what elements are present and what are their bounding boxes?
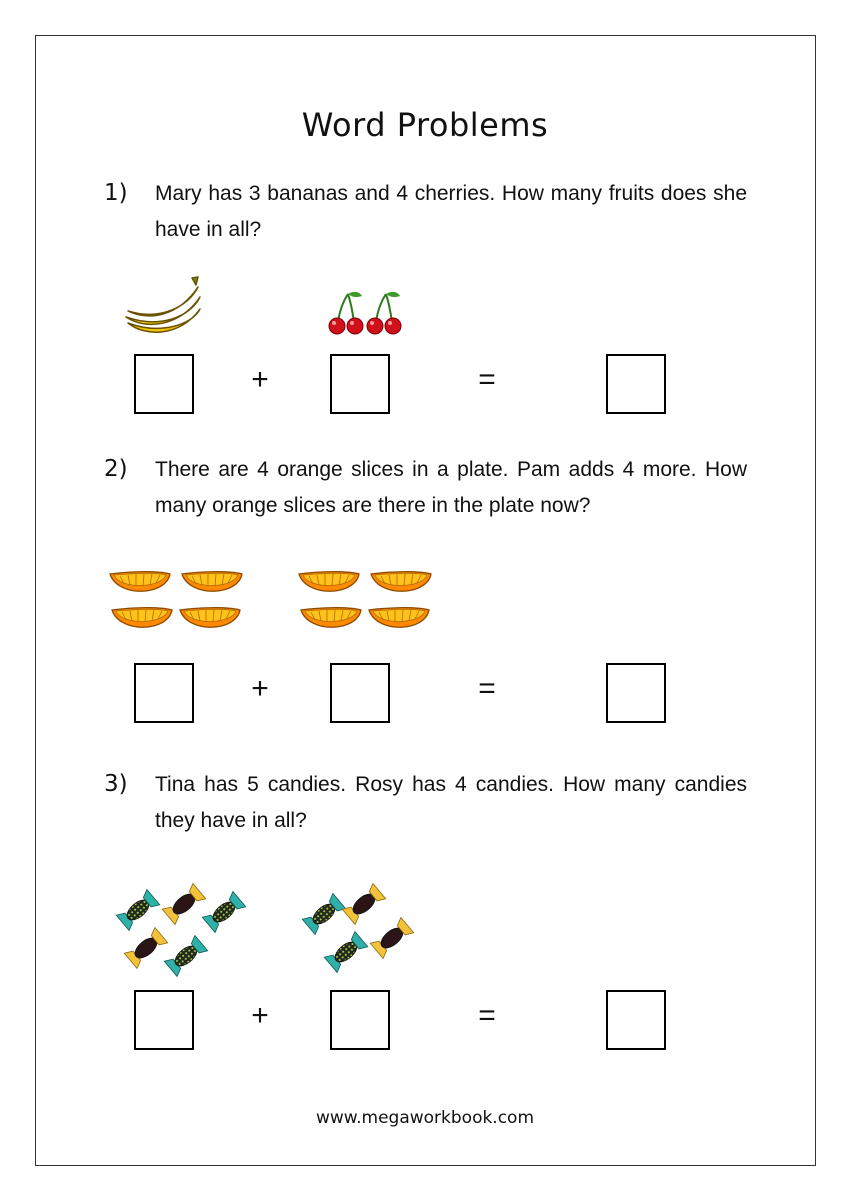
plus-sign: + [251,672,269,705]
orange-slice-icon [110,572,170,592]
orange-slice-icon [112,608,172,628]
candy-icon [162,883,205,924]
candy-icon [202,891,245,932]
candy-icon [342,883,385,924]
equals-sign: = [478,999,496,1032]
page-title: Word Problems [301,106,549,144]
answer-box-3-second[interactable] [330,990,390,1050]
candy-icon [116,889,159,930]
problem-1-text: Mary has 3 bananas and 4 cherries. How many fruits does she have in all? [155,182,747,241]
candy-icon [302,893,345,934]
orange-slice-icon [182,572,242,592]
problem-3-number: 3) [104,771,128,797]
candies-group-right [296,882,426,982]
orange-slice-icon [369,608,429,628]
orange-slice-icon [180,608,240,628]
plus-sign: + [251,999,269,1032]
orange-slices-group-right [297,568,437,646]
equals-sign: = [478,672,496,705]
cherries-icon [326,290,404,336]
orange-slices-group-left [108,568,248,646]
orange-slice-icon [301,608,361,628]
answer-box-3-first[interactable] [134,990,194,1050]
plus-sign: + [251,363,269,396]
candy-icon [124,927,167,968]
candies-group-left [110,882,250,982]
problem-1-number: 1) [104,180,128,206]
answer-box-2-first[interactable] [134,663,194,723]
banana-bunch-icon [120,275,215,345]
answer-box-2-result[interactable] [606,663,666,723]
problem-2-text: There are 4 orange slices in a plate. Pam adds 4 more. How many orange slices are there in the plate now? [155,458,747,517]
answer-box-1-first[interactable] [134,354,194,414]
candy-icon [324,931,367,972]
orange-slice-icon [371,572,431,592]
answer-box-1-second[interactable] [330,354,390,414]
orange-slice-icon [299,572,359,592]
problem-3-text: Tina has 5 candies. Rosy has 4 candies. How many candies they have in all? [155,773,747,832]
footer-website: www.megaworkbook.com [315,1108,535,1128]
answer-box-1-result[interactable] [606,354,666,414]
candy-icon [164,935,207,976]
answer-box-3-result[interactable] [606,990,666,1050]
candy-icon [370,917,413,958]
problem-2-number: 2) [104,456,128,482]
answer-box-2-second[interactable] [330,663,390,723]
equals-sign: = [478,363,496,396]
